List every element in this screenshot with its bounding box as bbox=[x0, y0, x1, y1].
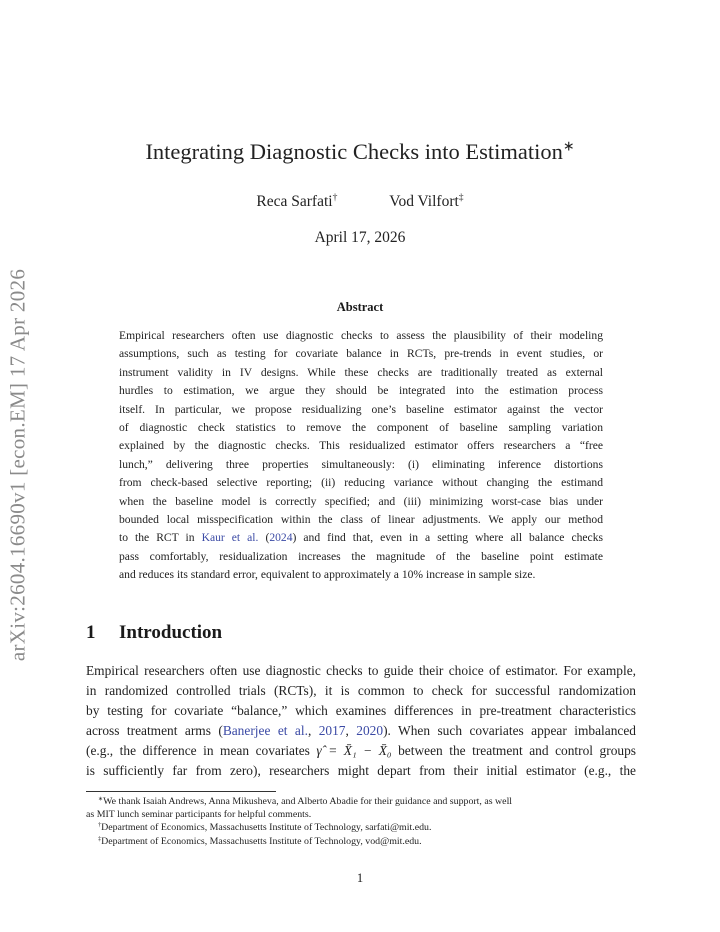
body-text: between the treatment and control groups bbox=[391, 743, 636, 758]
abstract-line: hurdles to estimation, we argue they should be integrated into the estimation process bbox=[119, 384, 603, 398]
citation-link-kaur[interactable]: Kaur et al. bbox=[201, 531, 259, 545]
section-number: 1 bbox=[86, 622, 96, 643]
footnote-mark: † bbox=[98, 822, 102, 829]
abstract-line: from check-based selective reporting; (ii) reducing variance without changing the estimand bbox=[119, 476, 603, 490]
body-text: across treatment arms ( bbox=[86, 723, 223, 738]
author-footnote-mark: † bbox=[332, 192, 338, 204]
abstract-body bbox=[119, 327, 603, 585]
footnote-1-continued: as MIT lunch seminar participants for helpful comments. bbox=[86, 809, 312, 821]
author-list bbox=[0, 193, 720, 211]
abstract-line: when the baseline model is correctly specified; and (iii) minimizing worst-case bias under bbox=[119, 494, 603, 508]
citation-link-banerjee-2017[interactable]: 2017 bbox=[318, 723, 346, 738]
body-line-with-citation bbox=[86, 721, 636, 741]
author-footnote-mark: ‡ bbox=[458, 192, 464, 204]
body-line: in randomized controlled trials (RCTs), it is common to check for successful randomization bbox=[86, 683, 636, 698]
body-line: is sufficiently far from zero), researchers might depart from their initial estimator (e.g., the bbox=[86, 763, 636, 778]
citation-link-banerjee[interactable]: Banerjee et al. bbox=[222, 723, 308, 738]
footnote-2 bbox=[86, 821, 636, 834]
title-text: Integrating Diagnostic Checks into Estimation bbox=[145, 139, 563, 164]
abstract-line: and reduces its standard error, equivalent to approximately a 10% increase in sample size. bbox=[119, 568, 536, 582]
abstract-line-with-citation bbox=[119, 529, 603, 547]
body-text: ). When such covariates appear imbalanced bbox=[383, 723, 636, 738]
body-text: (e.g., the difference in mean covariates bbox=[86, 743, 317, 758]
footnote-rule bbox=[86, 791, 276, 792]
abstract-text: to the RCT in bbox=[119, 531, 202, 545]
introduction-paragraph bbox=[86, 661, 636, 781]
footnote-mark: ∗ bbox=[98, 796, 104, 803]
footnote-text: Department of Economics, Massachusetts Institute of Technology, sarfati@mit.edu. bbox=[101, 822, 432, 834]
page-number: 1 bbox=[356, 871, 364, 885]
section-heading bbox=[86, 622, 222, 644]
body-text: , bbox=[345, 723, 357, 738]
footnote-3 bbox=[86, 835, 636, 848]
abstract-text: ( bbox=[258, 531, 270, 545]
citation-link-banerjee-2020[interactable]: 2020 bbox=[356, 723, 384, 738]
abstract-line: Empirical researchers often use diagnostic checks to assess the plausibility of their modeling bbox=[119, 329, 603, 342]
body-text: , bbox=[307, 723, 319, 738]
footnote-text: We thank Isaiah Andrews, Anna Mikusheva, and Alberto Abadie for their guidance and support, as well bbox=[103, 796, 513, 807]
section-title: Introduction bbox=[119, 622, 223, 643]
abstract-line: assumptions, such as testing for covariate balance in RCTs, pre-trends in event studies, or bbox=[119, 347, 603, 361]
abstract-heading: Abstract bbox=[336, 300, 384, 314]
footnotes bbox=[86, 795, 636, 848]
abstract-text: ) and find that, even in a setting where all balance checks bbox=[292, 531, 603, 545]
abstract-line: instrument validity in IV designs. While these checks are traditionally treated as external bbox=[119, 365, 603, 379]
inline-math: γ̂ = X̄₁ − X̄₀ bbox=[316, 743, 392, 758]
paper-date: April 17, 2026 bbox=[314, 229, 406, 246]
citation-link-kaur-year[interactable]: 2024 bbox=[269, 531, 293, 545]
abstract-line: bounded local misspecification within the class of linear adjustments. We apply our method bbox=[119, 513, 603, 527]
body-line: Empirical researchers often use diagnostic checks to guide their choice of estimator. For example, bbox=[86, 663, 636, 678]
paper-title bbox=[0, 139, 720, 165]
author-1 bbox=[256, 193, 337, 211]
abstract-line: of diagnostic check statistics to remove the component of baseline sampling variation bbox=[119, 421, 603, 435]
abstract-line: itself. In particular, we propose residualizing one’s baseline estimator against the vector bbox=[119, 402, 603, 416]
abstract-line: explained by the diagnostic checks. This residualized estimator offers researchers a “free bbox=[119, 439, 603, 453]
author-2 bbox=[389, 193, 463, 211]
body-line: by testing for covariate “balance,” which examines differences in pre-treatment characteristics bbox=[86, 703, 636, 718]
author-name: Reca Sarfati bbox=[256, 193, 333, 210]
abstract-line: pass comfortably, residualization increases the magnitude of the baseline point estimate bbox=[119, 549, 603, 563]
arxiv-identifier: arXiv:2604.16690v1 [econ.EM] 17 Apr 2026 bbox=[5, 268, 30, 662]
footnote-1 bbox=[86, 795, 636, 808]
footnote-mark: ‡ bbox=[98, 835, 102, 842]
footnote-text: Department of Economics, Massachusetts Institute of Technology, vod@mit.edu. bbox=[101, 835, 422, 847]
author-name: Vod Vilfort bbox=[389, 193, 459, 210]
body-line-with-math bbox=[86, 741, 636, 761]
abstract-line: lunch,” delivering three properties simultaneously: (i) eliminating inference distortions bbox=[119, 457, 603, 471]
title-footnote-mark: ∗ bbox=[562, 139, 575, 155]
